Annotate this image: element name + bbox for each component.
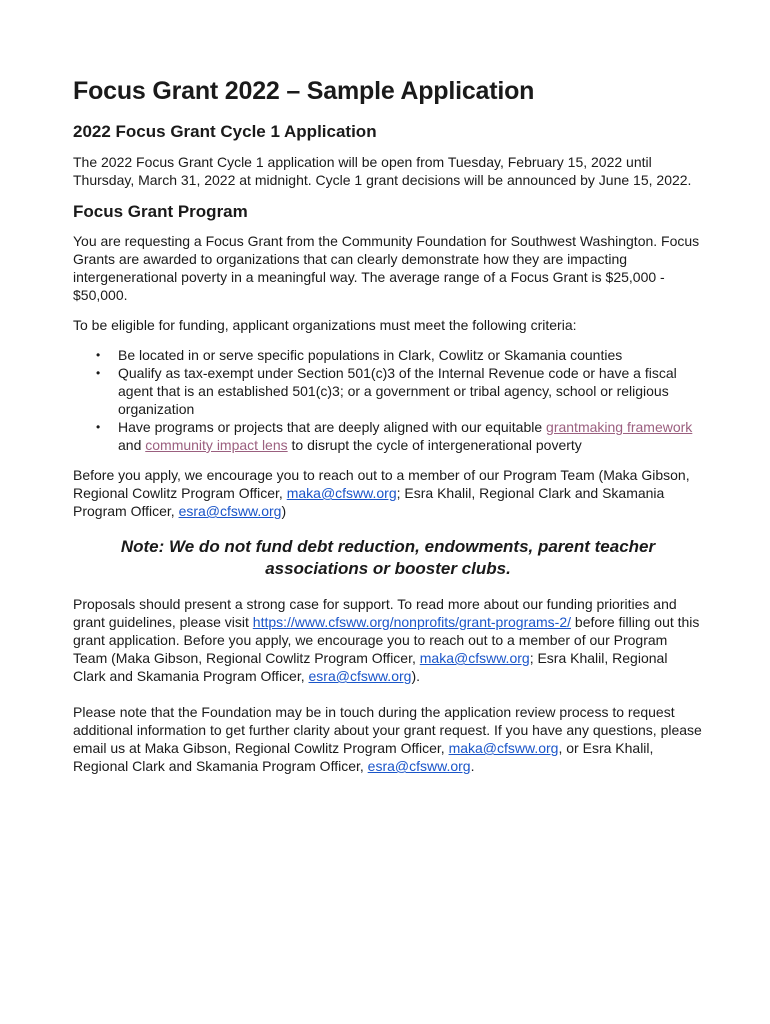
list-item <box>96 346 703 364</box>
contact-text-post: ) <box>281 503 287 519</box>
contact-paragraph <box>73 466 703 520</box>
esra-email-link[interactable]: esra@cfsww.org <box>367 758 471 774</box>
criteria-text-3-post: to disrupt the cycle of intergenerational poverty <box>287 437 582 453</box>
bullet-icon: • <box>96 348 101 362</box>
maka-email-link[interactable]: maka@cfsww.org <box>448 740 559 756</box>
cycle-text: The 2022 Focus Grant Cycle 1 application will be open from Tuesday, February 15, 2022 until Thursday, March 31, 2022 at midnight. Cycle 1 grant decisions will be announced by June 15, 2022. <box>73 154 692 188</box>
criteria-text-2: Qualify as tax-exempt under Section 501(c)3 of the Internal Revenue code or have a fiscal agent that is an established 501(c)3; or a government or tribal agency, school or religious organization <box>118 365 677 417</box>
maka-email-link[interactable]: maka@cfsww.org <box>419 650 530 666</box>
proposals-paragraph <box>73 595 703 685</box>
eligibility-text: To be eligible for funding, applicant organizations must meet the following criteria: <box>73 317 577 333</box>
contact-text-mid: ; Esra Khalil, Regional Clark and Skamania Program Officer, <box>73 485 665 519</box>
funding-exclusion-note: Note: We do not fund debt reduction, endowments, parent teacher associations or booster clubs. <box>120 537 656 578</box>
list-item <box>96 418 703 454</box>
proposals-text-mid2: ; Esra Khalil, Regional Clark and Skamania Program Officer, <box>73 650 668 684</box>
list-item <box>96 364 703 418</box>
criteria-list <box>73 346 703 454</box>
followup-text-pre: Please note that the Foundation may be in touch during the application review process to request additional information to get further clarity about your grant request. If you have any questions, please email us at Maka Gibson, Regional Cowlitz Program Officer, <box>73 704 702 756</box>
criteria-text-1: Be located in or serve specific populations in Clark, Cowlitz or Skamania counties <box>118 347 623 363</box>
esra-email-link[interactable]: esra@cfsww.org <box>178 503 282 519</box>
program-intro: You are requesting a Focus Grant from the Community Foundation for Southwest Washington. Focus Grants are awarded to organizations that can clearly demonstrate how they are impacting intergenerational poverty in a meaningful way. The average range of a Focus Grant is $25,000 - $50,000. <box>73 233 700 303</box>
bullet-icon: • <box>96 366 101 380</box>
criteria-text-3-pre: Have programs or projects that are deeply aligned with our equitable <box>118 419 547 435</box>
proposals-text-mid1: before filling out this grant application. Before you apply, we encourage you to reach out to a member of our Program Team (Maka Gibson, Regional Cowlitz Program Officer, <box>73 614 700 666</box>
page-title: Focus Grant 2022 – Sample Application <box>73 77 535 105</box>
cycle-heading: 2022 Focus Grant Cycle 1 Application <box>73 122 377 141</box>
program-heading: Focus Grant Program <box>73 202 248 221</box>
esra-email-link[interactable]: esra@cfsww.org <box>308 668 412 684</box>
grant-programs-url-link[interactable]: https://www.cfsww.org/nonprofits/grant-programs-2/ <box>252 614 572 630</box>
criteria-text-3-mid: and <box>118 437 146 453</box>
contact-text-pre: Before you apply, we encourage you to reach out to a member of our Program Team (Maka Gibson, Regional Cowlitz Program Officer, <box>73 467 690 501</box>
document-page <box>73 74 703 787</box>
followup-text-post: . <box>470 758 475 774</box>
proposals-text-pre: Proposals should present a strong case for support. To read more about our funding priorities and grant guidelines, please visit <box>73 596 677 630</box>
maka-email-link[interactable]: maka@cfsww.org <box>286 485 397 501</box>
proposals-text-post: ). <box>411 668 420 684</box>
community-impact-lens-link[interactable]: community impact lens <box>145 437 288 453</box>
followup-paragraph <box>73 703 703 775</box>
grantmaking-framework-link[interactable]: grantmaking framework <box>546 419 693 435</box>
bullet-icon: • <box>96 420 101 434</box>
followup-text-mid: , or Esra Khalil, Regional Clark and Skamania Program Officer, <box>73 740 654 774</box>
